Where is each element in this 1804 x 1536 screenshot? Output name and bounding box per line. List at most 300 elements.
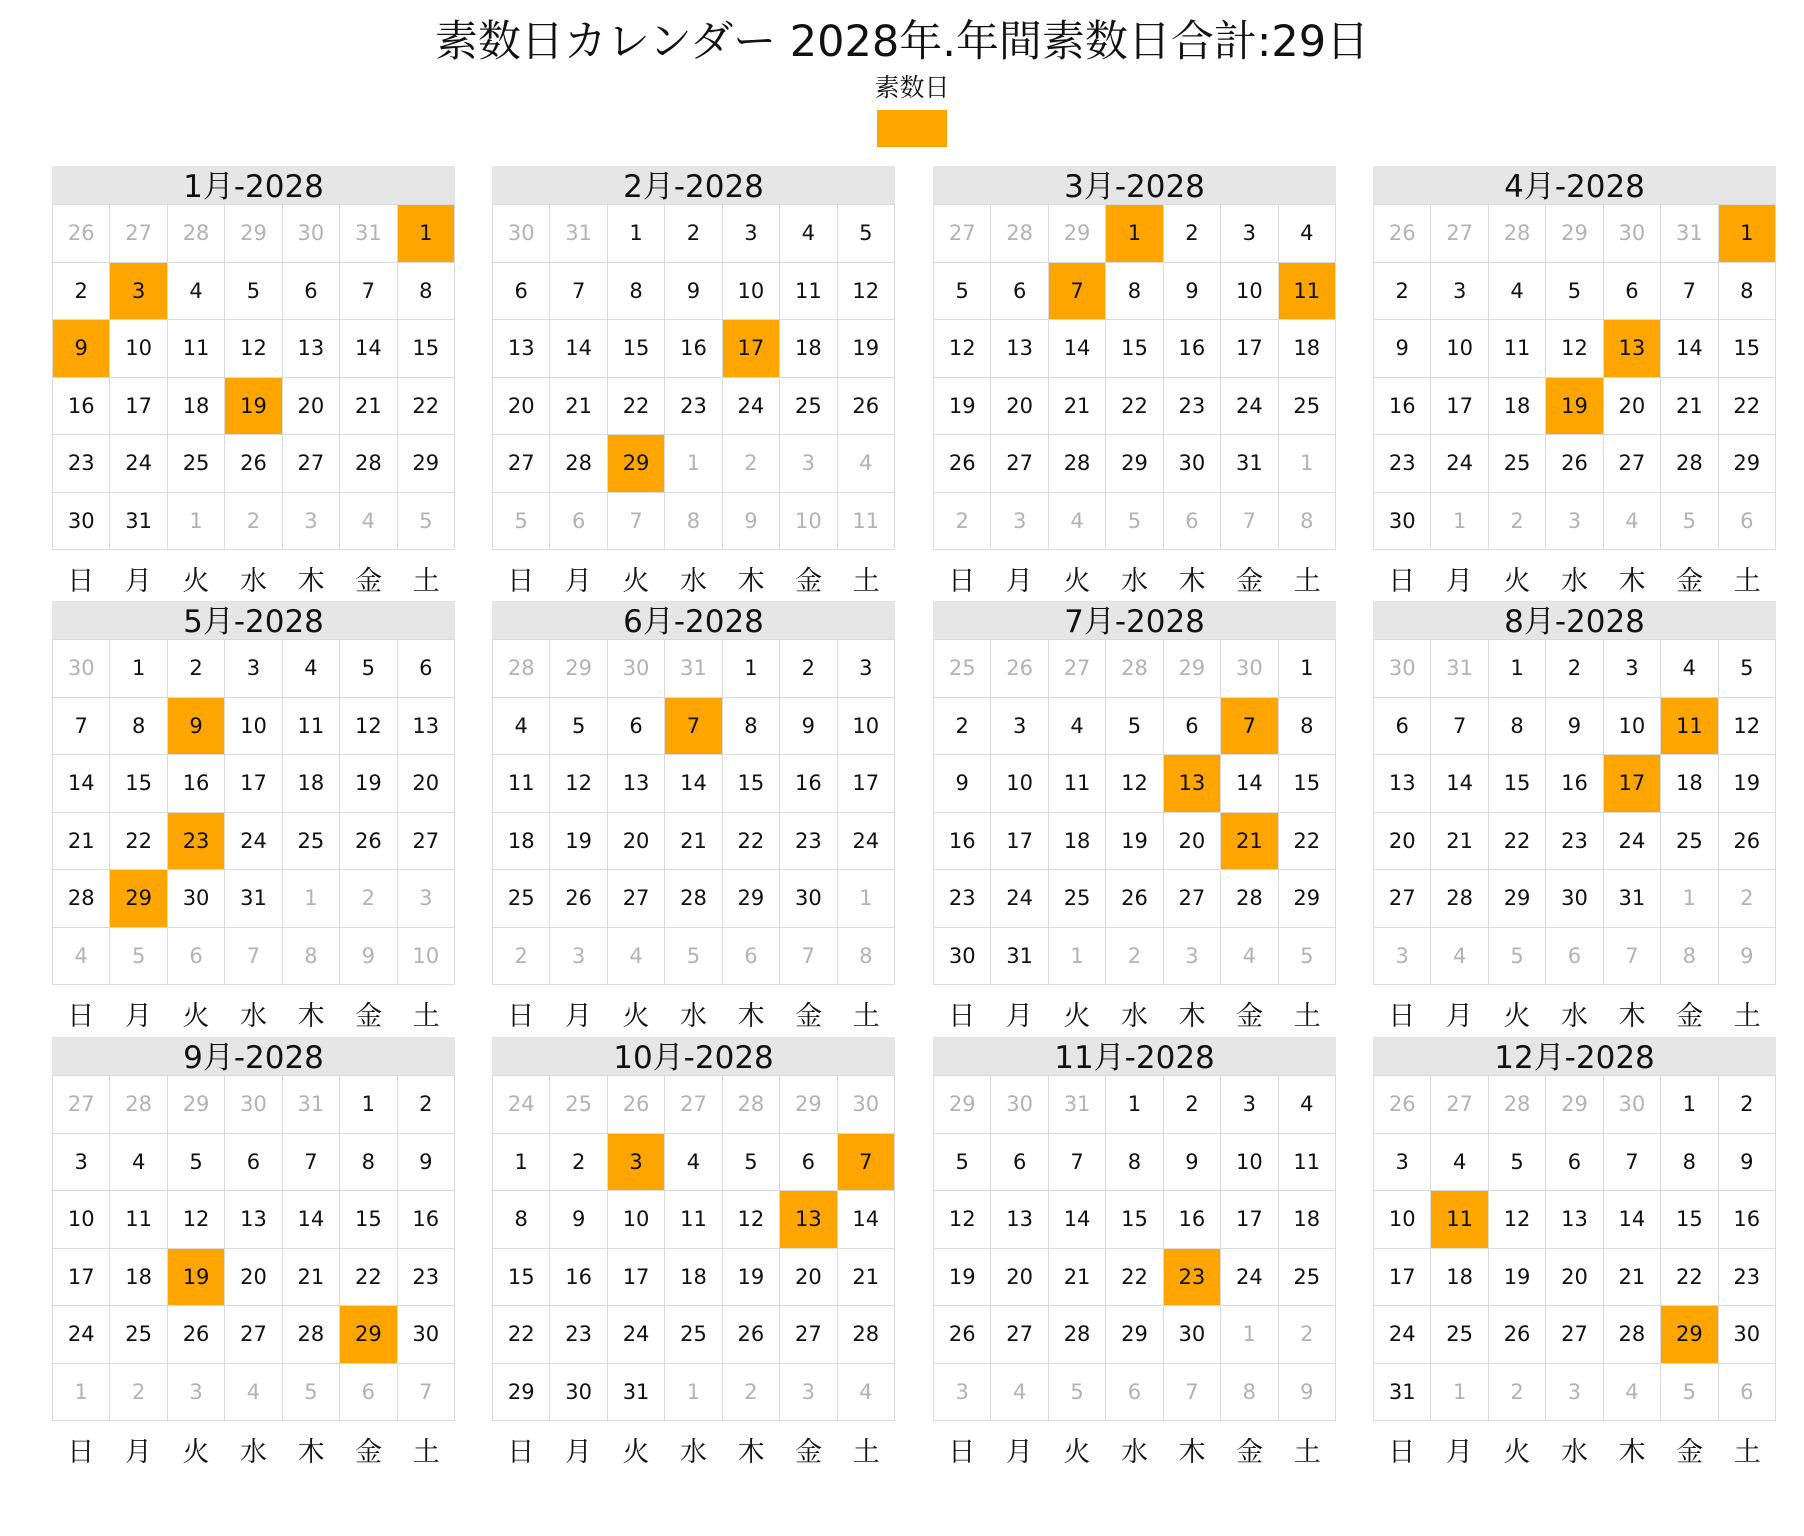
adjacent-month-day-cell: 29 bbox=[1164, 640, 1221, 698]
day-cell: 11 bbox=[168, 320, 225, 378]
adjacent-month-day-cell: 1 bbox=[665, 1364, 722, 1422]
day-cell: 17 bbox=[1374, 1249, 1431, 1307]
day-cell: 20 bbox=[991, 1249, 1048, 1307]
day-cell: 5 bbox=[934, 1134, 991, 1192]
month-calendar bbox=[492, 1037, 895, 1477]
day-cell: 9 bbox=[1374, 320, 1431, 378]
day-cell: 28 bbox=[53, 870, 110, 928]
prime-day-cell: 13 bbox=[1164, 755, 1221, 813]
day-cell: 24 bbox=[1604, 813, 1661, 871]
weekday-label: 火 bbox=[1063, 1436, 1091, 1468]
adjacent-month-day-cell: 2 bbox=[1489, 1364, 1546, 1422]
adjacent-month-day-cell: 1 bbox=[283, 870, 340, 928]
day-cell: 30 bbox=[550, 1364, 607, 1422]
day-cell: 18 bbox=[780, 320, 837, 378]
weekday-label: 水 bbox=[679, 1000, 707, 1032]
day-cell: 26 bbox=[225, 435, 282, 493]
month-day-grid bbox=[933, 204, 1336, 550]
day-cell: 7 bbox=[550, 263, 607, 321]
day-cell: 2 bbox=[1164, 205, 1221, 263]
day-cell: 26 bbox=[1546, 435, 1603, 493]
day-cell: 28 bbox=[1431, 870, 1488, 928]
adjacent-month-day-cell: 2 bbox=[1106, 928, 1163, 986]
weekday-label: 火 bbox=[1503, 1000, 1531, 1032]
day-cell: 1 bbox=[340, 1076, 397, 1134]
weekday-label: 土 bbox=[1293, 1000, 1321, 1032]
day-cell: 16 bbox=[53, 378, 110, 436]
adjacent-month-day-cell: 9 bbox=[723, 493, 780, 551]
day-cell: 25 bbox=[493, 870, 550, 928]
month-day-grid bbox=[492, 1075, 895, 1421]
day-cell: 19 bbox=[550, 813, 607, 871]
day-cell: 20 bbox=[608, 813, 665, 871]
weekday-label: 木 bbox=[737, 1000, 765, 1032]
day-cell: 11 bbox=[1489, 320, 1546, 378]
day-cell: 20 bbox=[1374, 813, 1431, 871]
day-cell: 30 bbox=[1374, 493, 1431, 551]
day-cell: 27 bbox=[1164, 870, 1221, 928]
adjacent-month-day-cell: 3 bbox=[1546, 1364, 1603, 1422]
adjacent-month-day-cell: 11 bbox=[838, 493, 895, 551]
adjacent-month-day-cell: 30 bbox=[1374, 640, 1431, 698]
day-cell: 2 bbox=[1546, 640, 1603, 698]
adjacent-month-day-cell: 1 bbox=[1431, 493, 1488, 551]
adjacent-month-day-cell: 3 bbox=[168, 1364, 225, 1422]
day-cell: 18 bbox=[493, 813, 550, 871]
adjacent-month-day-cell: 30 bbox=[1604, 205, 1661, 263]
month-title: 2月-2028 bbox=[492, 166, 895, 204]
day-cell: 21 bbox=[1049, 1249, 1106, 1307]
weekday-label: 木 bbox=[1618, 1000, 1646, 1032]
day-cell: 21 bbox=[838, 1249, 895, 1307]
day-cell: 10 bbox=[1221, 263, 1278, 321]
day-cell: 6 bbox=[225, 1134, 282, 1192]
day-cell: 1 bbox=[1489, 640, 1546, 698]
prime-day-cell: 21 bbox=[1221, 813, 1278, 871]
day-cell: 3 bbox=[991, 698, 1048, 756]
day-cell: 11 bbox=[110, 1191, 167, 1249]
month-day-grid bbox=[1373, 1075, 1776, 1421]
day-cell: 22 bbox=[1279, 813, 1336, 871]
adjacent-month-day-cell: 3 bbox=[1546, 493, 1603, 551]
adjacent-month-day-cell: 4 bbox=[1604, 1364, 1661, 1422]
day-cell: 31 bbox=[110, 493, 167, 551]
day-cell: 3 bbox=[53, 1134, 110, 1192]
day-cell: 2 bbox=[665, 205, 722, 263]
day-cell: 26 bbox=[550, 870, 607, 928]
prime-day-cell: 1 bbox=[1106, 205, 1163, 263]
weekday-label: 土 bbox=[412, 1436, 440, 1468]
weekday-label: 金 bbox=[355, 565, 383, 597]
day-cell: 3 bbox=[1374, 1134, 1431, 1192]
day-cell: 12 bbox=[1106, 755, 1163, 813]
weekday-label: 水 bbox=[1120, 1000, 1148, 1032]
day-cell: 8 bbox=[608, 263, 665, 321]
day-cell: 28 bbox=[1221, 870, 1278, 928]
day-cell: 3 bbox=[723, 205, 780, 263]
prime-day-cell: 29 bbox=[608, 435, 665, 493]
adjacent-month-day-cell: 1 bbox=[1049, 928, 1106, 986]
day-cell: 11 bbox=[1049, 755, 1106, 813]
weekday-label: 火 bbox=[182, 565, 210, 597]
adjacent-month-day-cell: 26 bbox=[53, 205, 110, 263]
adjacent-month-day-cell: 5 bbox=[110, 928, 167, 986]
day-cell: 4 bbox=[1489, 263, 1546, 321]
day-cell: 27 bbox=[991, 435, 1048, 493]
day-cell: 15 bbox=[398, 320, 455, 378]
day-cell: 3 bbox=[225, 640, 282, 698]
day-cell: 14 bbox=[550, 320, 607, 378]
adjacent-month-day-cell: 7 bbox=[1604, 928, 1661, 986]
legend-swatch bbox=[877, 110, 947, 147]
day-cell: 20 bbox=[283, 378, 340, 436]
legend bbox=[862, 70, 962, 147]
day-cell: 8 bbox=[1719, 263, 1776, 321]
day-cell: 9 bbox=[934, 755, 991, 813]
day-cell: 17 bbox=[1431, 378, 1488, 436]
day-cell: 29 bbox=[1106, 1306, 1163, 1364]
weekday-label: 日 bbox=[1388, 1000, 1416, 1032]
weekday-label: 水 bbox=[1560, 1000, 1588, 1032]
adjacent-month-day-cell: 3 bbox=[1374, 928, 1431, 986]
day-cell: 7 bbox=[1431, 698, 1488, 756]
weekday-label: 木 bbox=[1178, 565, 1206, 597]
day-cell: 7 bbox=[340, 263, 397, 321]
weekday-label: 金 bbox=[1236, 565, 1264, 597]
day-cell: 22 bbox=[340, 1249, 397, 1307]
day-cell: 20 bbox=[493, 378, 550, 436]
day-cell: 19 bbox=[340, 755, 397, 813]
day-cell: 20 bbox=[1546, 1249, 1603, 1307]
adjacent-month-day-cell: 4 bbox=[608, 928, 665, 986]
month-calendar bbox=[492, 601, 895, 1041]
day-cell: 10 bbox=[1374, 1191, 1431, 1249]
day-cell: 31 bbox=[1604, 870, 1661, 928]
day-cell: 28 bbox=[1049, 1306, 1106, 1364]
adjacent-month-day-cell: 2 bbox=[110, 1364, 167, 1422]
day-cell: 20 bbox=[1164, 813, 1221, 871]
day-cell: 31 bbox=[608, 1364, 665, 1422]
prime-day-cell: 19 bbox=[225, 378, 282, 436]
month-title: 12月-2028 bbox=[1373, 1037, 1776, 1075]
day-cell: 5 bbox=[1546, 263, 1603, 321]
adjacent-month-day-cell: 30 bbox=[838, 1076, 895, 1134]
day-cell: 13 bbox=[493, 320, 550, 378]
adjacent-month-day-cell: 28 bbox=[110, 1076, 167, 1134]
day-cell: 8 bbox=[340, 1134, 397, 1192]
day-cell: 17 bbox=[991, 813, 1048, 871]
day-cell: 10 bbox=[110, 320, 167, 378]
day-cell: 13 bbox=[1546, 1191, 1603, 1249]
day-cell: 5 bbox=[934, 263, 991, 321]
weekday-label: 木 bbox=[1618, 565, 1646, 597]
day-cell: 5 bbox=[1489, 1134, 1546, 1192]
adjacent-month-day-cell: 4 bbox=[340, 493, 397, 551]
weekday-label: 水 bbox=[1560, 565, 1588, 597]
month-calendar bbox=[492, 166, 895, 606]
day-cell: 8 bbox=[1279, 698, 1336, 756]
adjacent-month-day-cell: 27 bbox=[110, 205, 167, 263]
day-cell: 10 bbox=[225, 698, 282, 756]
month-title: 9月-2028 bbox=[52, 1037, 455, 1075]
adjacent-month-day-cell: 29 bbox=[934, 1076, 991, 1134]
adjacent-month-day-cell: 4 bbox=[1049, 493, 1106, 551]
day-cell: 8 bbox=[723, 698, 780, 756]
day-cell: 26 bbox=[723, 1306, 780, 1364]
day-cell: 1 bbox=[1106, 1076, 1163, 1134]
weekday-label: 土 bbox=[1293, 1436, 1321, 1468]
day-cell: 23 bbox=[934, 870, 991, 928]
adjacent-month-day-cell: 8 bbox=[1279, 493, 1336, 551]
weekday-label: 火 bbox=[182, 1000, 210, 1032]
adjacent-month-day-cell: 27 bbox=[665, 1076, 722, 1134]
month-title: 3月-2028 bbox=[933, 166, 1336, 204]
weekday-row bbox=[492, 550, 895, 606]
adjacent-month-day-cell: 27 bbox=[1049, 640, 1106, 698]
day-cell: 19 bbox=[1489, 1249, 1546, 1307]
adjacent-month-day-cell: 10 bbox=[780, 493, 837, 551]
day-cell: 18 bbox=[1431, 1249, 1488, 1307]
prime-day-cell: 29 bbox=[340, 1306, 397, 1364]
day-cell: 20 bbox=[1604, 378, 1661, 436]
day-cell: 4 bbox=[1279, 205, 1336, 263]
day-cell: 5 bbox=[1106, 698, 1163, 756]
adjacent-month-day-cell: 31 bbox=[1661, 205, 1718, 263]
day-cell: 15 bbox=[1279, 755, 1336, 813]
day-cell: 30 bbox=[934, 928, 991, 986]
day-cell: 24 bbox=[225, 813, 282, 871]
day-cell: 10 bbox=[838, 698, 895, 756]
day-cell: 4 bbox=[1049, 698, 1106, 756]
weekday-row bbox=[933, 550, 1336, 606]
adjacent-month-day-cell: 26 bbox=[1374, 205, 1431, 263]
prime-day-cell: 29 bbox=[1661, 1306, 1718, 1364]
day-cell: 23 bbox=[550, 1306, 607, 1364]
day-cell: 4 bbox=[168, 263, 225, 321]
day-cell: 10 bbox=[723, 263, 780, 321]
day-cell: 11 bbox=[780, 263, 837, 321]
day-cell: 28 bbox=[340, 435, 397, 493]
day-cell: 13 bbox=[398, 698, 455, 756]
day-cell: 16 bbox=[665, 320, 722, 378]
day-cell: 10 bbox=[53, 1191, 110, 1249]
weekday-row bbox=[1373, 1421, 1776, 1477]
day-cell: 10 bbox=[608, 1191, 665, 1249]
day-cell: 9 bbox=[1164, 263, 1221, 321]
day-cell: 14 bbox=[665, 755, 722, 813]
day-cell: 15 bbox=[110, 755, 167, 813]
weekday-label: 金 bbox=[1676, 1000, 1704, 1032]
weekday-label: 木 bbox=[737, 1436, 765, 1468]
day-cell: 16 bbox=[1374, 378, 1431, 436]
day-cell: 21 bbox=[1049, 378, 1106, 436]
adjacent-month-day-cell: 27 bbox=[1431, 1076, 1488, 1134]
adjacent-month-day-cell: 28 bbox=[1489, 1076, 1546, 1134]
day-cell: 3 bbox=[1604, 640, 1661, 698]
day-cell: 6 bbox=[1164, 698, 1221, 756]
day-cell: 15 bbox=[1106, 320, 1163, 378]
day-cell: 4 bbox=[493, 698, 550, 756]
weekday-label: 土 bbox=[852, 1000, 880, 1032]
day-cell: 28 bbox=[1604, 1306, 1661, 1364]
day-cell: 4 bbox=[780, 205, 837, 263]
weekday-label: 火 bbox=[1063, 565, 1091, 597]
weekday-label: 日 bbox=[67, 565, 95, 597]
day-cell: 24 bbox=[991, 870, 1048, 928]
adjacent-month-day-cell: 3 bbox=[550, 928, 607, 986]
day-cell: 16 bbox=[398, 1191, 455, 1249]
day-cell: 27 bbox=[991, 1306, 1048, 1364]
day-cell: 21 bbox=[1661, 378, 1718, 436]
adjacent-month-day-cell: 2 bbox=[723, 435, 780, 493]
weekday-row bbox=[933, 1421, 1336, 1477]
day-cell: 25 bbox=[1431, 1306, 1488, 1364]
day-cell: 30 bbox=[398, 1306, 455, 1364]
adjacent-month-day-cell: 28 bbox=[168, 205, 225, 263]
day-cell: 27 bbox=[283, 435, 340, 493]
day-cell: 6 bbox=[398, 640, 455, 698]
day-cell: 28 bbox=[283, 1306, 340, 1364]
adjacent-month-day-cell: 31 bbox=[1431, 640, 1488, 698]
weekday-label: 火 bbox=[622, 1000, 650, 1032]
day-cell: 15 bbox=[340, 1191, 397, 1249]
adjacent-month-day-cell: 26 bbox=[608, 1076, 665, 1134]
weekday-label: 土 bbox=[1733, 1436, 1761, 1468]
adjacent-month-day-cell: 28 bbox=[1489, 205, 1546, 263]
adjacent-month-day-cell: 5 bbox=[283, 1364, 340, 1422]
adjacent-month-day-cell: 2 bbox=[340, 870, 397, 928]
day-cell: 18 bbox=[283, 755, 340, 813]
day-cell: 11 bbox=[493, 755, 550, 813]
day-cell: 21 bbox=[1431, 813, 1488, 871]
day-cell: 21 bbox=[550, 378, 607, 436]
day-cell: 29 bbox=[1106, 435, 1163, 493]
adjacent-month-day-cell: 1 bbox=[1431, 1364, 1488, 1422]
day-cell: 2 bbox=[398, 1076, 455, 1134]
prime-day-cell: 13 bbox=[780, 1191, 837, 1249]
adjacent-month-day-cell: 30 bbox=[991, 1076, 1048, 1134]
day-cell: 17 bbox=[53, 1249, 110, 1307]
day-cell: 23 bbox=[53, 435, 110, 493]
legend-label: 素数日 bbox=[874, 73, 950, 102]
day-cell: 25 bbox=[168, 435, 225, 493]
weekday-label: 木 bbox=[297, 565, 325, 597]
day-cell: 25 bbox=[780, 378, 837, 436]
day-cell: 14 bbox=[340, 320, 397, 378]
weekday-label: 日 bbox=[948, 1436, 976, 1468]
day-cell: 11 bbox=[1279, 1134, 1336, 1192]
weekday-label: 金 bbox=[1676, 565, 1704, 597]
adjacent-month-day-cell: 5 bbox=[665, 928, 722, 986]
day-cell: 14 bbox=[53, 755, 110, 813]
day-cell: 2 bbox=[1164, 1076, 1221, 1134]
day-cell: 26 bbox=[934, 435, 991, 493]
weekday-label: 水 bbox=[1120, 565, 1148, 597]
weekday-row bbox=[933, 985, 1336, 1041]
day-cell: 19 bbox=[1719, 755, 1776, 813]
prime-day-cell: 11 bbox=[1279, 263, 1336, 321]
weekday-label: 月 bbox=[564, 1436, 592, 1468]
day-cell: 13 bbox=[1374, 755, 1431, 813]
day-cell: 7 bbox=[53, 698, 110, 756]
month-day-grid bbox=[52, 1075, 455, 1421]
day-cell: 3 bbox=[1431, 263, 1488, 321]
weekday-label: 金 bbox=[1236, 1436, 1264, 1468]
adjacent-month-day-cell: 4 bbox=[1604, 493, 1661, 551]
prime-day-cell: 13 bbox=[1604, 320, 1661, 378]
day-cell: 13 bbox=[991, 1191, 1048, 1249]
day-cell: 18 bbox=[1661, 755, 1718, 813]
day-cell: 26 bbox=[1106, 870, 1163, 928]
day-cell: 14 bbox=[1049, 320, 1106, 378]
adjacent-month-day-cell: 5 bbox=[1489, 928, 1546, 986]
day-cell: 5 bbox=[550, 698, 607, 756]
day-cell: 26 bbox=[1719, 813, 1776, 871]
adjacent-month-day-cell: 9 bbox=[340, 928, 397, 986]
adjacent-month-day-cell: 5 bbox=[1106, 493, 1163, 551]
adjacent-month-day-cell: 30 bbox=[283, 205, 340, 263]
page-title: 素数日カレンダー 2028年.年間素数日合計:29日 bbox=[434, 17, 1370, 67]
weekday-label: 月 bbox=[564, 565, 592, 597]
day-cell: 13 bbox=[225, 1191, 282, 1249]
adjacent-month-day-cell: 3 bbox=[991, 493, 1048, 551]
adjacent-month-day-cell: 29 bbox=[1049, 205, 1106, 263]
weekday-label: 水 bbox=[239, 565, 267, 597]
day-cell: 18 bbox=[1489, 378, 1546, 436]
day-cell: 31 bbox=[1374, 1364, 1431, 1422]
month-title: 6月-2028 bbox=[492, 601, 895, 639]
day-cell: 6 bbox=[1546, 1134, 1603, 1192]
day-cell: 8 bbox=[110, 698, 167, 756]
day-cell: 26 bbox=[340, 813, 397, 871]
prime-day-cell: 17 bbox=[1604, 755, 1661, 813]
day-cell: 31 bbox=[225, 870, 282, 928]
month-day-grid bbox=[52, 204, 455, 550]
weekday-label: 金 bbox=[355, 1000, 383, 1032]
month-day-grid bbox=[933, 1075, 1336, 1421]
weekday-label: 土 bbox=[412, 565, 440, 597]
adjacent-month-day-cell: 3 bbox=[780, 1364, 837, 1422]
day-cell: 14 bbox=[1049, 1191, 1106, 1249]
day-cell: 12 bbox=[340, 698, 397, 756]
month-title: 8月-2028 bbox=[1373, 601, 1776, 639]
day-cell: 12 bbox=[1489, 1191, 1546, 1249]
day-cell: 8 bbox=[493, 1191, 550, 1249]
day-cell: 14 bbox=[283, 1191, 340, 1249]
day-cell: 22 bbox=[608, 378, 665, 436]
day-cell: 22 bbox=[493, 1306, 550, 1364]
day-cell: 12 bbox=[934, 320, 991, 378]
day-cell: 9 bbox=[1546, 698, 1603, 756]
adjacent-month-day-cell: 4 bbox=[991, 1364, 1048, 1422]
adjacent-month-day-cell: 24 bbox=[493, 1076, 550, 1134]
day-cell: 13 bbox=[283, 320, 340, 378]
adjacent-month-day-cell: 29 bbox=[168, 1076, 225, 1134]
prime-day-cell: 7 bbox=[665, 698, 722, 756]
adjacent-month-day-cell: 28 bbox=[493, 640, 550, 698]
adjacent-month-day-cell: 7 bbox=[398, 1364, 455, 1422]
month-title: 4月-2028 bbox=[1373, 166, 1776, 204]
day-cell: 6 bbox=[991, 263, 1048, 321]
day-cell: 23 bbox=[1546, 813, 1603, 871]
day-cell: 12 bbox=[934, 1191, 991, 1249]
day-cell: 23 bbox=[665, 378, 722, 436]
weekday-label: 火 bbox=[1063, 1000, 1091, 1032]
day-cell: 15 bbox=[493, 1249, 550, 1307]
adjacent-month-day-cell: 4 bbox=[1431, 928, 1488, 986]
day-cell: 15 bbox=[1106, 1191, 1163, 1249]
day-cell: 6 bbox=[780, 1134, 837, 1192]
